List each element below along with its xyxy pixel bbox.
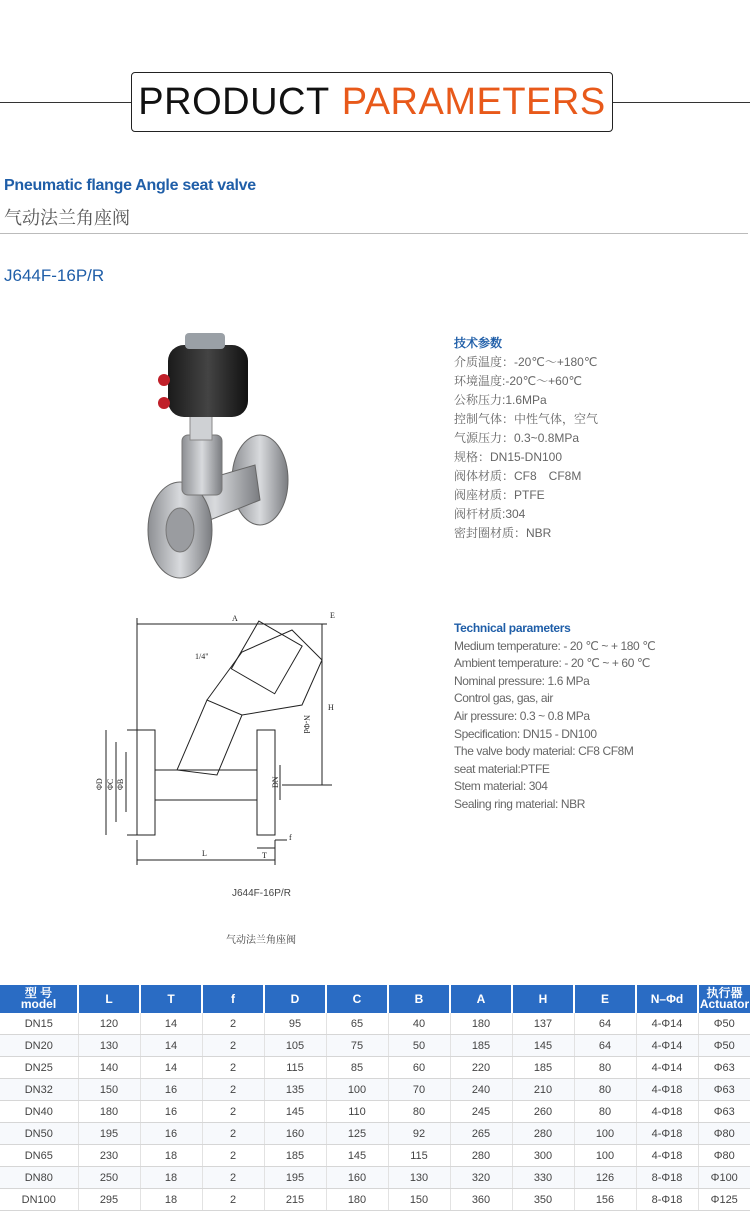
- table-cell: 210: [512, 1079, 574, 1101]
- table-cell: 240: [450, 1079, 512, 1101]
- table-cell: 16: [140, 1101, 202, 1123]
- table-cell: 360: [450, 1189, 512, 1211]
- spec-line: 规格：DN15-DN100: [454, 450, 563, 464]
- table-cell: 125: [326, 1123, 388, 1145]
- column-header: A: [450, 985, 512, 1013]
- spec-line: 气源压力：0.3~0.8MPa: [454, 431, 580, 445]
- column-header: T: [140, 985, 202, 1013]
- table-cell: 95: [264, 1013, 326, 1035]
- table-cell: Φ50: [698, 1035, 750, 1057]
- spec-line: 阀杆材质:304: [454, 507, 526, 521]
- table-cell: 220: [450, 1057, 512, 1079]
- table-cell: 75: [326, 1035, 388, 1057]
- table-row: [0, 1101, 750, 1123]
- table-cell: 80: [574, 1101, 636, 1123]
- spec-line: Specification: DN15 - DN100: [454, 726, 597, 741]
- table-row: [0, 1079, 750, 1101]
- column-header: H: [512, 985, 574, 1013]
- table-cell: 120: [78, 1013, 140, 1035]
- nphi-label: N-Φd: [302, 715, 311, 734]
- specs-cn-heading: 技术参数: [454, 336, 503, 350]
- spec-line: Control gas, gas, air: [454, 691, 553, 706]
- table-cell: 350: [512, 1189, 574, 1211]
- table-cell: 230: [78, 1145, 140, 1167]
- specs-en: [454, 620, 655, 814]
- table-cell: 185: [512, 1057, 574, 1079]
- table-cell: 160: [326, 1167, 388, 1189]
- thread-label: 1/4": [195, 652, 209, 661]
- table-cell: 126: [574, 1167, 636, 1189]
- table-cell: DN25: [0, 1057, 78, 1079]
- table-cell: 8-Φ18: [636, 1167, 698, 1189]
- table-cell: 18: [140, 1167, 202, 1189]
- header-line-right: [613, 102, 750, 103]
- product-name-cn: 气动法兰角座阀: [4, 208, 130, 228]
- table-cell: 18: [140, 1145, 202, 1167]
- spec-line: 阀体材质：CF8 CF8M: [454, 469, 582, 483]
- dim-c-label: ΦC: [106, 778, 115, 790]
- table-cell: 65: [326, 1013, 388, 1035]
- table-cell: DN32: [0, 1079, 78, 1101]
- table-cell: 295: [78, 1189, 140, 1211]
- spec-line: 密封圈材质：NBR: [454, 526, 552, 540]
- table-cell: 2: [202, 1079, 264, 1101]
- table-body: [0, 1013, 750, 1211]
- table-cell: 280: [450, 1145, 512, 1167]
- table-row: [0, 1189, 750, 1211]
- column-header: 执行器 Actuator: [699, 986, 750, 1011]
- spec-line: Ambient temperature: - 20 ℃ ~ + 60 ℃: [454, 656, 650, 671]
- table-cell: 145: [512, 1035, 574, 1057]
- spec-line: Air pressure: 0.3 ~ 0.8 MPa: [454, 708, 590, 723]
- spec-line: 介质温度：-20℃～+180℃: [454, 355, 598, 369]
- table-cell: 150: [388, 1189, 450, 1211]
- table-cell: 2: [202, 1057, 264, 1079]
- table-cell: 2: [202, 1123, 264, 1145]
- table-cell: 150: [78, 1079, 140, 1101]
- table-cell: Φ63: [698, 1057, 750, 1079]
- dim-b-label: ΦB: [116, 778, 125, 790]
- table-cell: 100: [326, 1079, 388, 1101]
- table-cell: 156: [574, 1189, 636, 1211]
- table-cell: 195: [264, 1167, 326, 1189]
- column-header: L: [78, 985, 140, 1013]
- table-cell: 100: [574, 1145, 636, 1167]
- table-cell: 180: [78, 1101, 140, 1123]
- table-cell: 2: [202, 1167, 264, 1189]
- divider: [0, 233, 748, 234]
- specs-cn: [454, 334, 598, 543]
- table-cell: 92: [388, 1123, 450, 1145]
- spec-line: Stem material: 304: [454, 779, 548, 794]
- table-cell: 8-Φ18: [636, 1189, 698, 1211]
- table-cell: 115: [388, 1145, 450, 1167]
- table-cell: 260: [512, 1101, 574, 1123]
- table-cell: 4-Φ14: [636, 1035, 698, 1057]
- table-cell: DN100: [0, 1189, 78, 1211]
- table-cell: 40: [388, 1013, 450, 1035]
- specs-en-heading: Technical parameters: [454, 621, 571, 635]
- table-cell: 64: [574, 1035, 636, 1057]
- table-cell: 145: [326, 1145, 388, 1167]
- dim-t-label: T: [262, 851, 267, 860]
- table-cell: 180: [450, 1013, 512, 1035]
- column-header: N–Φd: [636, 985, 698, 1013]
- table-cell: 135: [264, 1079, 326, 1101]
- technical-drawing: [92, 590, 352, 880]
- table-cell: 2: [202, 1101, 264, 1123]
- table-cell: DN50: [0, 1123, 78, 1145]
- table-cell: 16: [140, 1123, 202, 1145]
- table-cell: 320: [450, 1167, 512, 1189]
- table-cell: 185: [450, 1035, 512, 1057]
- table-cell: 110: [326, 1101, 388, 1123]
- table-cell: DN15: [0, 1013, 78, 1035]
- dim-l-label: L: [202, 849, 207, 858]
- dim-e-label: E: [330, 611, 335, 620]
- table-header-row: [0, 985, 750, 1013]
- table-row: [0, 1035, 750, 1057]
- column-header: C: [326, 985, 388, 1013]
- table-cell: 85: [326, 1057, 388, 1079]
- table-cell: Φ80: [698, 1145, 750, 1167]
- table-row: [0, 1057, 750, 1079]
- table-cell: 137: [512, 1013, 574, 1035]
- column-header: B: [388, 985, 450, 1013]
- dim-a-label: A: [232, 614, 238, 623]
- spec-line: 控制气体：中性气体，空气: [454, 412, 599, 426]
- table-cell: 4-Φ14: [636, 1057, 698, 1079]
- spec-line: Nominal pressure: 1.6 MPa: [454, 673, 590, 688]
- table-cell: 180: [326, 1189, 388, 1211]
- table-cell: 14: [140, 1035, 202, 1057]
- spec-line: 阀座材质：PTFE: [454, 488, 545, 502]
- table-cell: 60: [388, 1057, 450, 1079]
- product-name-en: Pneumatic flange Angle seat valve: [4, 177, 256, 194]
- spec-line: Sealing ring material: NBR: [454, 796, 585, 811]
- table-cell: 330: [512, 1167, 574, 1189]
- spec-line: The valve body material: CF8 CF8M: [454, 744, 634, 759]
- spec-line: 公称压力:1.6MPa: [454, 393, 547, 407]
- table-cell: 245: [450, 1101, 512, 1123]
- table-cell: 100: [574, 1123, 636, 1145]
- table-cell: 14: [140, 1057, 202, 1079]
- table-cell: 80: [388, 1101, 450, 1123]
- table-cell: 185: [264, 1145, 326, 1167]
- table-cell: 4-Φ18: [636, 1101, 698, 1123]
- table-cell: 280: [512, 1123, 574, 1145]
- table-cell: Φ125: [698, 1189, 750, 1211]
- table-cell: 265: [450, 1123, 512, 1145]
- table-cell: Φ50: [698, 1013, 750, 1035]
- table-cell: 130: [78, 1035, 140, 1057]
- table-cell: 70: [388, 1079, 450, 1101]
- table-cell: 105: [264, 1035, 326, 1057]
- table-cell: 300: [512, 1145, 574, 1167]
- table-cell: 250: [78, 1167, 140, 1189]
- section-title-word1: PRODUCT: [138, 80, 330, 123]
- table-cell: Φ100: [698, 1167, 750, 1189]
- table-cell: 2: [202, 1189, 264, 1211]
- header-line-left: [0, 102, 131, 103]
- table-row: [0, 1145, 750, 1167]
- column-header: 型 号 model: [0, 985, 78, 1013]
- table-cell: 64: [574, 1013, 636, 1035]
- table-cell: 195: [78, 1123, 140, 1145]
- table-cell: 80: [574, 1079, 636, 1101]
- table-row: [0, 1167, 750, 1189]
- table-cell: Φ63: [698, 1101, 750, 1123]
- table-cell: 130: [388, 1167, 450, 1189]
- product-model: J644F-16P/R: [4, 266, 105, 285]
- column-header: D: [264, 985, 326, 1013]
- section-title: [131, 72, 613, 132]
- spec-line: seat material:PTFE: [454, 761, 550, 776]
- spec-line: Medium temperature: - 20 ℃ ~ + 180 ℃: [454, 638, 656, 653]
- dim-h-label: H: [328, 703, 334, 712]
- table-cell: DN65: [0, 1145, 78, 1167]
- dim-d-label: ΦD: [95, 778, 104, 790]
- table-cell: 4-Φ14: [636, 1013, 698, 1035]
- table-cell: Φ80: [698, 1123, 750, 1145]
- table-row: [0, 1013, 750, 1035]
- table-cell: 80: [574, 1057, 636, 1079]
- table-cell: DN80: [0, 1167, 78, 1189]
- table-cell: 18: [140, 1189, 202, 1211]
- table-cell: 16: [140, 1079, 202, 1101]
- spec-line: 环境温度:-20℃～+60℃: [454, 374, 582, 388]
- column-header: E: [574, 985, 636, 1013]
- table-cell: 2: [202, 1035, 264, 1057]
- table-cell: 115: [264, 1057, 326, 1079]
- drawing-caption-name: 气动法兰角座阀: [226, 935, 296, 946]
- table-cell: DN40: [0, 1101, 78, 1123]
- table-cell: Φ63: [698, 1079, 750, 1101]
- table-cell: 4-Φ18: [636, 1123, 698, 1145]
- table-cell: 50: [388, 1035, 450, 1057]
- dim-f-label: f: [289, 833, 292, 842]
- drawing-caption-model: J644F-16P/R: [232, 888, 291, 899]
- table-cell: 14: [140, 1013, 202, 1035]
- column-header: f: [202, 985, 264, 1013]
- dim-dn-label: DN: [271, 776, 280, 788]
- table-cell: DN20: [0, 1035, 78, 1057]
- table-cell: 4-Φ18: [636, 1145, 698, 1167]
- table-cell: 140: [78, 1057, 140, 1079]
- table-cell: 160: [264, 1123, 326, 1145]
- table-cell: 215: [264, 1189, 326, 1211]
- table-cell: 4-Φ18: [636, 1079, 698, 1101]
- table-cell: 2: [202, 1145, 264, 1167]
- valve-photo: [130, 325, 300, 585]
- table-row: [0, 1123, 750, 1145]
- parameters-table: [0, 985, 750, 1211]
- section-title-word2: PARAMETERS: [341, 80, 606, 123]
- table-cell: 2: [202, 1013, 264, 1035]
- table-cell: 145: [264, 1101, 326, 1123]
